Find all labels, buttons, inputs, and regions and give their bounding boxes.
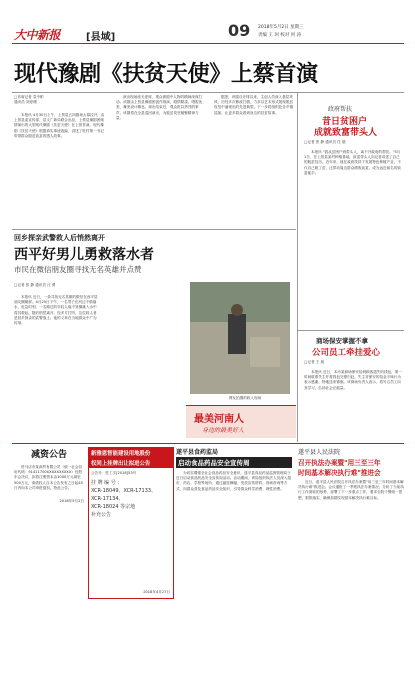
notice-footer: 2018年5月2日 xyxy=(59,499,84,504)
masthead-rule xyxy=(12,43,404,44)
lead-column-1: 本报讯 4月30日上午，上蔡县五四剧场大幕拉开，由上蔡县委宣传部、县文广新局联合出品，上蔡县豫剧团倾情演出的大型现代豫剧《扶贫天使》在上蔡首演。现代豫剧《扶贫天使》根据真实事迹改编，讲述了驻村第一书记带领群众脱贫致富的感人故事。 xyxy=(14,113,105,138)
rescue-photo-caption: 网友拍摄的救人现场 xyxy=(228,396,262,400)
lead-column-3: 据悉，该剧自开排以来，主创人员深入基层采风，历经多次修改打磨，力求以艺术形式展现脱贫攻坚中涌现出的先进典型。下一步将组织赴各乡镇巡演，让更多群众看到身边的扶贫故事。 xyxy=(214,95,294,115)
rescue-body-2 xyxy=(104,283,184,435)
lead-byline: □首席记者 袁中彬 通讯员 刘爱珊 xyxy=(14,95,44,105)
notice-box xyxy=(14,447,84,637)
right-body: 本报讯 "我从贫困户到带头人，离不开政府的帮扶。"5月1日，在上蔡县某村种植基地，致富带头人向记者讲述了自己的脱贫经历。近年来，他在政府扶持下发展特色种植产业，不仅自己脱了贫，还带动周边群众增收致富，成为远近闻名的致富能手。 xyxy=(304,150,402,175)
bottom-rule xyxy=(12,443,404,444)
rescue-rule xyxy=(12,229,296,230)
rescue-subhead: 市民在微信朋友圈寻找无名英雄并点赞 xyxy=(14,265,142,274)
campaign-kicker: 遂平县食药监局 xyxy=(176,449,219,456)
ad-line-5: 补充公告 xyxy=(91,512,112,519)
ad-title-2: 权同上挂牌出让拟进公告 xyxy=(89,458,173,468)
ad-line-4: XCR-18024 等宗地 xyxy=(91,504,136,511)
badge-main-text: 最美河南人 xyxy=(194,414,244,425)
ad-line-3: XCR-17134、 xyxy=(91,496,124,503)
rescue-byline: □记者 张 静 通讯员 汪 勇 xyxy=(14,283,56,287)
rescue-photo xyxy=(190,282,290,394)
right-headline-line-1: 昔日贫困户 xyxy=(322,117,368,127)
lead-column-2: 演出现场座无虚席，观众被剧中人物的精神深深打动。该剧由上蔡县豫剧团创作排演，剧情紧凑，唱腔优美，舞美设计精良。演出结束后，观众报以热烈的掌声。该剧将在全县巡回演出，为脱贫攻坚凝聚精神力量。 xyxy=(116,95,203,120)
rescue-photo-image xyxy=(190,282,290,394)
best-henan-badge xyxy=(186,405,296,438)
court-box xyxy=(298,447,404,637)
court-headline-2: 时间基本解决执行难"推进会 xyxy=(298,469,381,477)
recruit-headline: 公司员工牵挂爱心 xyxy=(312,348,381,358)
ad-title-1: 新雅恩智能建设用地股份 xyxy=(89,448,173,458)
section-title: [县域] xyxy=(86,32,116,43)
ad-line-2: XCR-18049、XCR-17133、 xyxy=(91,488,157,495)
section-label: 县域 xyxy=(90,32,111,43)
right-byline: □记者 张 静 通讯员 任 瑞 xyxy=(304,140,346,144)
column-divider xyxy=(297,92,298,442)
lead-rule xyxy=(12,92,404,93)
rescue-body-1: 本报讯 近日，一条寻找无名英雄的微信在西平县朋友圈刷屏。4月20日下午，一名男子在河边不慎落水，危急时刻，一名路过的年轻人毫不犹豫跳入水中将其救起，随后悄然离开。经多方打听，这位救人者是回乡探亲的武警战士。他的义举在当地群众中广为传颂。 xyxy=(14,295,98,326)
recruit-kicker: 商场保安掌握不拿 xyxy=(316,337,368,345)
badge-sub-text: 身边的最美好人 xyxy=(202,427,245,434)
campaign-box xyxy=(176,447,292,637)
rescue-kicker: 回乡探亲武警救人后悄然离开 xyxy=(14,234,105,242)
ad-footer: 2018年4月27日 xyxy=(143,589,170,594)
right-headline-line-2: 成就致富带头人 xyxy=(314,128,378,138)
land-auction-ad xyxy=(88,447,174,599)
issue-editors: 责编 王 珂 校对 何 涛 xyxy=(258,33,302,38)
right-mid-rule xyxy=(298,330,404,331)
newspaper-logo: 大中新报 xyxy=(14,28,61,42)
court-body: 近日，遂平县人民法院召开执法办案暨"用三至三年时间基本解决执行难"推进会。会议通报了一季度执法办案情况，分析了当前执行工作面临的形势，部署了下一步重点工作，要求全院干警统一思想，狠抓落实，确保如期实现基本解决执行难目标。 xyxy=(298,480,404,500)
right-kicker: 政府帮扶 xyxy=(328,106,353,113)
campaign-headline: 启动食品药品安全宣传周 xyxy=(176,457,292,468)
page-number: 09 xyxy=(228,21,251,40)
recruit-byline: □记者 王 迪 xyxy=(304,360,325,364)
rescue-headline: 西平好男儿勇救落水者 xyxy=(14,247,154,263)
court-headline-1: 召开执法办案暨"用三至三年 xyxy=(298,459,381,467)
lead-headline: 现代豫剧《扶贫天使》上蔡首演 xyxy=(14,62,318,87)
recruit-body: 本报讯 近日，本市某商场保安拾到顾客遗失的钱包，第一时间联系失主并将钱包完璧归赵。失主对保安的拾金不昧行为表示感谢，特地送来锦旗。该商场负责人表示，将号召员工向其学习，弘扬社会正能量。 xyxy=(304,370,402,390)
notice-body: 驻马店市某商贸有限公司（统一社会信用代码：91411700XXXXXXXXXX）经股东会决议，拟将注册资本由1000万元减至500万元，请债权人自本公告发布之日起45日内向本公司申报债权。特此公告。 xyxy=(14,465,83,490)
issue-date: 2018年5月2日 星期三 xyxy=(258,25,304,30)
notice-title: 减资公告 xyxy=(30,450,67,460)
ad-line-1: 挂 牌 编 号 ： xyxy=(91,480,123,487)
campaign-body: 为切实增强全社会食品药品安全意识，遂平县食品药品监督管理局于近日启动食品药品安全宣传周活动。活动期间，该局组织执法人员深入超市、药店、学校等场所，通过悬挂横幅、发放宣传资料、现场咨询等方式，向群众普及食品药品安全知识，引导群众科学消费、理性消费。 xyxy=(176,471,291,491)
ad-number: 公告号：驻工字[2018]53号 xyxy=(91,471,137,475)
court-kicker: 遂平县人民法院 xyxy=(298,449,341,456)
